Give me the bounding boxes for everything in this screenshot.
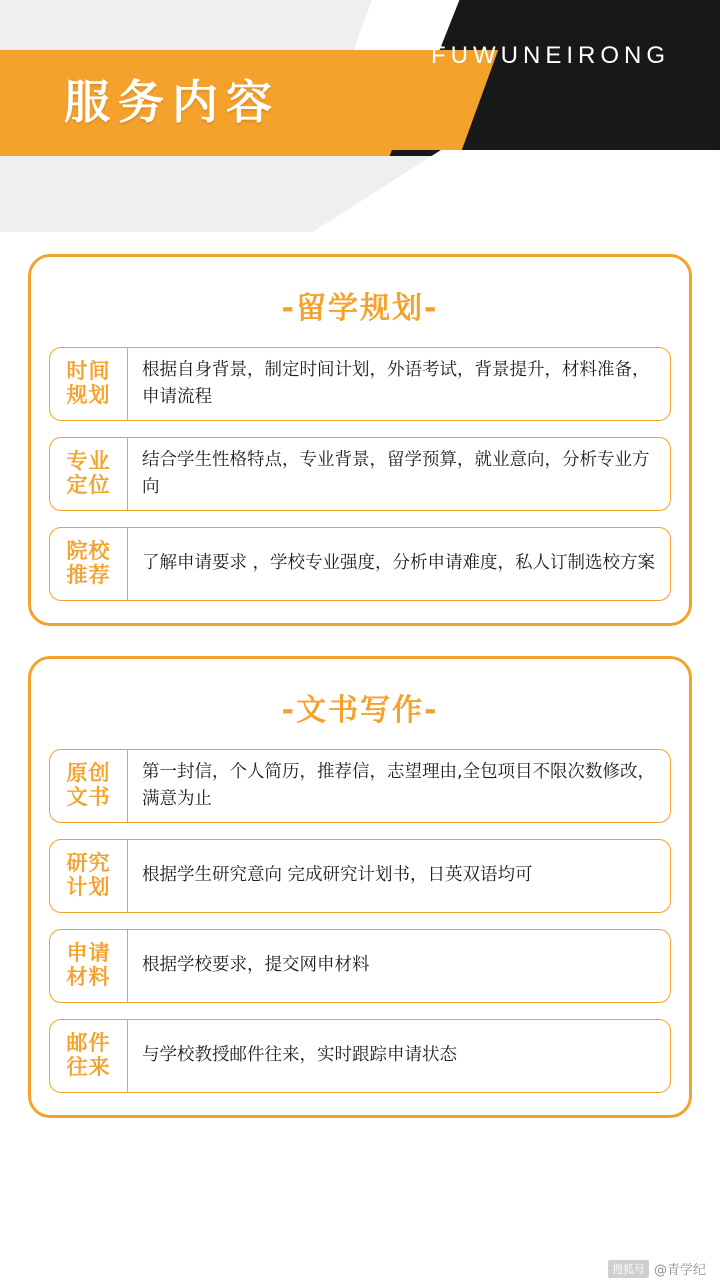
service-tag-line1: 院校 [66, 539, 111, 564]
section-title: -文书写作- [281, 693, 439, 728]
service-tag-line1: 研究 [66, 851, 111, 876]
section-card-study-planning [28, 254, 692, 626]
service-tag-line2: 定位 [66, 473, 111, 497]
section-card-document-writing [28, 656, 692, 1118]
service-row [49, 749, 671, 823]
service-tag-line1: 邮件 [66, 1031, 111, 1056]
watermark [608, 1259, 706, 1278]
service-tag-line2: 推荐 [66, 563, 111, 587]
service-description: 与学校教授邮件往来，实时跟踪申请状态 [142, 1045, 457, 1066]
service-tag [50, 438, 128, 510]
service-tag [50, 930, 128, 1002]
service-description: 结合学生性格特点，专业背景，留学预算，就业意向，分析专业方向 [142, 449, 650, 497]
service-tag-line1: 原创 [66, 761, 111, 786]
service-description: 了解申请要求 ，学校专业强度，分析申请难度，私人订制选校方案 [142, 553, 656, 574]
service-tag [50, 750, 128, 822]
service-description: 根据学生研究意向 完成研究计划书，日英双语均可 [142, 865, 533, 886]
watermark-text: @青学纪 [653, 1263, 706, 1278]
service-row [49, 527, 671, 601]
service-row [49, 437, 671, 511]
service-tag [50, 348, 128, 420]
content-area [0, 232, 720, 1118]
service-tag-line2: 计划 [66, 875, 111, 899]
service-tag-line2: 往来 [66, 1055, 111, 1079]
service-row [49, 929, 671, 1003]
service-tag-line2: 文书 [66, 785, 111, 809]
service-tag-line1: 申请 [66, 941, 111, 966]
service-description: 根据自身背景，制定时间计划，外语考试，背景提升，材料准备，申请流程 [142, 359, 650, 407]
service-tag-line2: 规划 [66, 383, 111, 407]
service-tag-line2: 材料 [66, 965, 111, 989]
service-tag-line1: 专业 [66, 449, 111, 474]
watermark-badge: 搜狐号 [608, 1260, 649, 1278]
service-description: 根据学校要求，提交网申材料 [142, 955, 370, 976]
header-title-en: FUWUNEIRONG [431, 42, 670, 69]
service-tag [50, 528, 128, 600]
section-title: -留学规划- [281, 291, 439, 326]
service-row [49, 839, 671, 913]
service-tag [50, 840, 128, 912]
service-tag-line1: 时间 [66, 359, 111, 384]
service-row [49, 1019, 671, 1093]
service-description: 第一封信，个人简历，推荐信，志望理由,全包项目不限次数修改，满意为止 [142, 761, 656, 809]
service-tag [50, 1020, 128, 1092]
page-header-banner [0, 0, 720, 232]
service-row [49, 347, 671, 421]
header-title-cn: 服务内容 [64, 75, 280, 129]
